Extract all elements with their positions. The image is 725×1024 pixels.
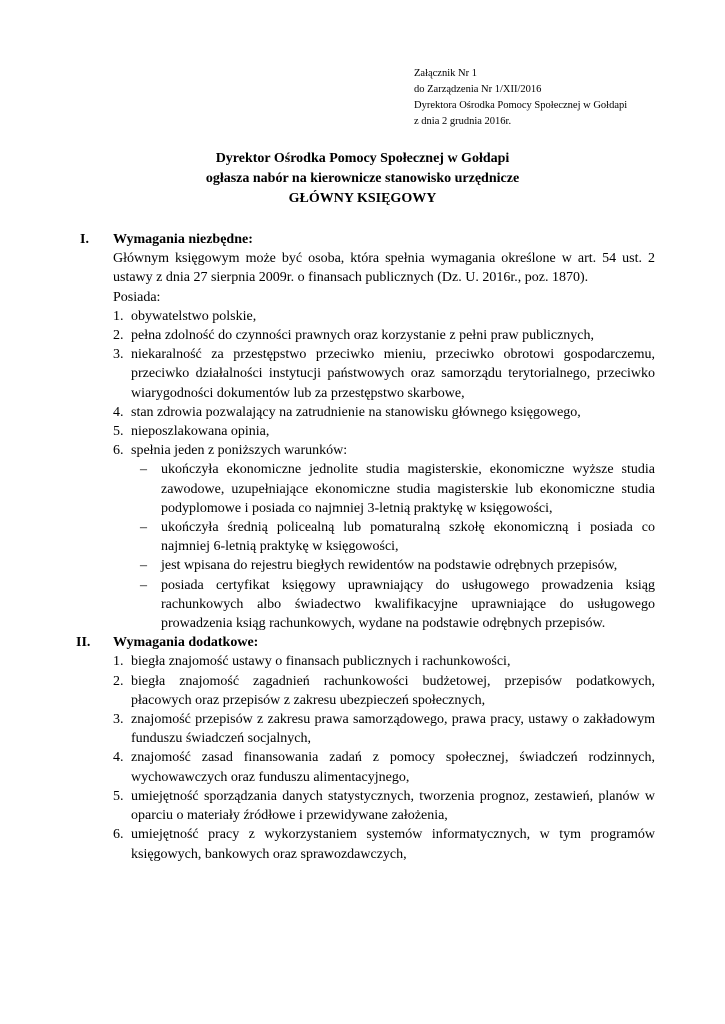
list-text: biegła znajomość zagadnień rachunkowości budżetowej, przepisów podatkowych, płacowych oraz przepisów z zakresu ubezpieczeń społecznych, <box>131 673 655 708</box>
section-required <box>80 230 655 633</box>
list-item <box>113 307 655 326</box>
list-text: znajomość przepisów z zakresu prawa samorządowego, prawa pracy, ustawy o zakładowym funduszu świadczeń socjalnych, <box>131 712 655 747</box>
dash-bullet: – <box>140 577 147 593</box>
list-item <box>113 748 655 786</box>
list-number: 2. <box>113 673 124 689</box>
list-number: 6. <box>113 443 124 459</box>
section-heading: Wymagania dodatkowe: <box>113 635 259 651</box>
dash-bullet: – <box>140 558 147 574</box>
section-intro: Głównym księgowym może być osoba, która spełnia wymagania określone w art. 54 ust. 2 ustawy z dnia 27 sierpnia 2009r. o finansach publicznych (Dz. U. 2016r., poz. 1870). <box>113 251 655 286</box>
annex-line-2: do Zarządzenia Nr 1/XII/2016 <box>414 84 542 95</box>
conditions-sublist <box>140 460 655 633</box>
list-item <box>113 403 655 422</box>
sublist-text: jest wpisana do rejestru biegłych rewidentów na podstawie odrębnych przepisów, <box>161 558 618 574</box>
annex-line-4: z dnia 2 grudnia 2016r. <box>414 116 512 127</box>
sublist-item <box>140 576 655 634</box>
title-line-1: Dyrektor Ośrodka Pomocy Społecznej w Gołdapi <box>215 151 510 166</box>
list-number: 2. <box>113 328 124 344</box>
list-number: 6. <box>113 827 124 843</box>
list-number: 1. <box>113 308 124 324</box>
list-text: niekaralność za przestępstwo przeciwko mieniu, przeciwko obrotowi gospodarczemu, przeciwko działalności instytucji państwowych oraz samorządu terytorialnego, przeciwko wiarygodności dokumentów lub za przestępstwo skarbowe, <box>131 347 655 401</box>
dash-bullet: – <box>140 462 147 478</box>
additional-list <box>113 652 655 863</box>
sublist-text: ukończyła średnią policealną lub pomaturalną szkołę ekonomiczną i posiada co najmniej 6-letnią praktykę w księgowości, <box>161 520 655 555</box>
dash-bullet: – <box>140 520 147 536</box>
list-number: 3. <box>113 712 124 728</box>
list-text: umiejętność sporządzania danych statystycznych, tworzenia prognoz, zestawień, planów w oparciu o materiały źródłowe i przewidywane założenia, <box>131 788 655 824</box>
list-item <box>113 787 655 825</box>
list-text: biegła znajomość ustawy o finansach publicznych i rachunkowości, <box>131 654 511 670</box>
annex-line-3: Dyrektora Ośrodka Pomocy Społecznej w Gołdapi <box>414 100 628 111</box>
list-number: 4. <box>113 750 124 766</box>
annex-line-1: Załącznik Nr 1 <box>414 68 477 79</box>
sublist-item <box>140 518 655 556</box>
list-item <box>113 825 655 863</box>
list-item <box>113 326 655 345</box>
section-additional <box>76 633 655 863</box>
list-number: 1. <box>113 654 124 670</box>
document-body <box>76 230 655 864</box>
sublist-text: ukończyła ekonomiczne jednolite studia magisterskie, ekonomiczne wyższe studia zawodowe, uzupełniające ekonomiczne studia magisterskie lub ekonomiczne studia podyplomowe i posiada co najmniej 3-letnią praktykę w księgowości, <box>161 462 655 516</box>
required-list <box>113 307 655 461</box>
list-text: nieposzlakowana opinia, <box>131 424 270 440</box>
list-text: stan zdrowia pozwalający na zatrudnienie na stanowisku głównego księgowego, <box>131 404 581 420</box>
list-item <box>113 345 655 403</box>
title-line-2: ogłasza nabór na kierownicze stanowisko urzędnicze <box>205 171 520 186</box>
list-text: spełnia jeden z poniższych warunków: <box>131 443 348 459</box>
list-item <box>113 710 655 748</box>
section-number: II. <box>76 635 91 651</box>
list-item <box>113 672 655 710</box>
section-heading: Wymagania niezbędne: <box>113 232 253 247</box>
list-text: umiejętność pracy z wykorzystaniem systemów informatycznych, w tym programów księgowych, bankowych oraz sprawozdawczych, <box>131 827 655 862</box>
sublist-text: posiada certyfikat księgowy uprawniający do usługowego prowadzenia ksiąg rachunkowych albo świadectwo kwalifikacyjne uprawniające do usługowego prowadzenia ksiąg rachunkowych, wydane na podstawie odrębnych przepisów. <box>161 577 655 632</box>
section-number: I. <box>80 232 89 247</box>
sublist-item <box>140 460 655 518</box>
title-line-3: GŁÓWNY KSIĘGOWY <box>288 191 437 206</box>
list-number: 5. <box>113 788 124 804</box>
list-number: 4. <box>113 404 124 420</box>
list-text: obywatelstwo polskie, <box>131 308 257 324</box>
document-title <box>0 149 725 209</box>
annex-header <box>414 66 627 130</box>
sublist-item <box>140 556 655 575</box>
list-item <box>113 652 655 671</box>
list-item <box>113 422 655 441</box>
list-text: pełna zdolność do czynności prawnych oraz korzystanie z pełni praw publicznych, <box>131 328 594 344</box>
list-text: znajomość zasad finansowania zadań z pomocy społecznej, świadczeń rodzinnych, wychowawczych oraz funduszu alimentacyjnego, <box>131 750 655 785</box>
list-number: 3. <box>113 347 124 363</box>
list-item <box>113 441 655 460</box>
list-number: 5. <box>113 424 124 440</box>
posiada-label: Posiada: <box>113 289 161 305</box>
